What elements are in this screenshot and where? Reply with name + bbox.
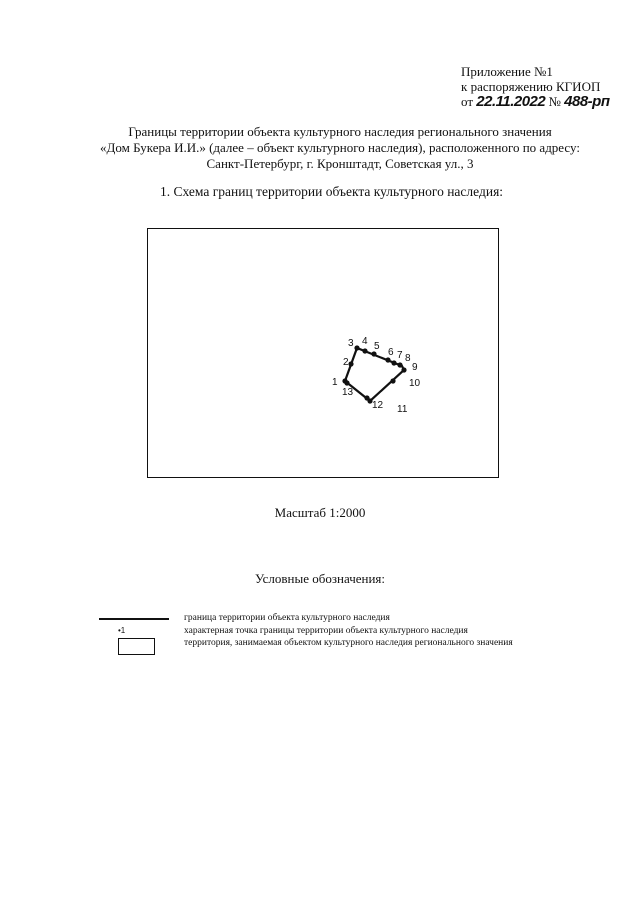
boundary-point-12 <box>364 395 369 400</box>
boundary-point-label-9: 9 <box>412 362 418 373</box>
boundary-point-8 <box>397 362 402 367</box>
boundary-point-2 <box>348 361 353 366</box>
legend-item-boundary: граница территории объекта культурного наследия <box>184 613 390 623</box>
handwritten-date: 22.11.2022 <box>476 93 546 110</box>
boundary-point-6 <box>385 357 390 362</box>
boundary-point-9 <box>401 367 406 372</box>
boundary-point-label-5: 5 <box>374 341 380 352</box>
boundary-point-label-4: 4 <box>362 336 368 347</box>
legend-point-sample: •1 <box>118 626 126 635</box>
document-title <box>100 124 580 172</box>
boundary-point-label-6: 6 <box>388 347 394 358</box>
boundary-point-label-2: 2 <box>343 357 349 368</box>
number-prefix: № <box>548 94 561 109</box>
boundary-point-label-13: 13 <box>342 387 354 398</box>
boundary-point-label-7: 7 <box>397 350 403 361</box>
section-heading: 1. Схема границ территории объекта культурного наследия: <box>160 184 504 199</box>
legend-title: Условные обозначения: <box>254 571 386 586</box>
date-prefix: от <box>461 94 474 109</box>
boundary-point-labels <box>332 336 421 415</box>
boundary-point-5 <box>371 351 376 356</box>
scale-text: Масштаб 1:2000 <box>274 505 366 520</box>
boundary-point-4 <box>362 348 367 353</box>
boundary-point-7 <box>391 360 396 365</box>
boundary-point-3 <box>354 345 359 350</box>
boundary-point-13 <box>344 380 349 385</box>
boundary-scheme-frame <box>147 228 499 478</box>
boundary-point-label-11: 11 <box>397 404 408 415</box>
boundary-point-10 <box>390 378 395 383</box>
appendix-order: к распоряжению КГИОП <box>461 79 601 94</box>
title-line-2: «Дом Букера И.И.» (далее – объект культурного наследия), расположенного по адресу: <box>100 140 580 155</box>
boundary-point-label-10: 10 <box>409 378 421 389</box>
legend-territory-box <box>118 638 155 655</box>
appendix-date-line <box>461 94 610 109</box>
boundary-scheme <box>148 229 498 477</box>
legend-item-territory: территория, занимаемая объектом культурного наследия регионального значения <box>184 638 513 648</box>
legend-item-point: характерная точка границы территории объекта культурного наследия <box>184 626 468 636</box>
legend-boundary-line <box>99 618 169 620</box>
boundary-point-label-8: 8 <box>405 353 411 364</box>
appendix-header <box>461 64 610 109</box>
boundary-point-label-1: 1 <box>332 377 338 388</box>
appendix-number: Приложение №1 <box>461 64 553 79</box>
title-line-3: Санкт-Петербург, г. Кронштадт, Советская ул., 3 <box>206 156 474 171</box>
boundary-point-label-3: 3 <box>348 338 354 349</box>
boundary-point-label-12: 12 <box>372 400 384 411</box>
handwritten-number: 488-рп <box>564 93 610 110</box>
title-line-1: Границы территории объекта культурного наследия регионального значения <box>128 124 552 139</box>
